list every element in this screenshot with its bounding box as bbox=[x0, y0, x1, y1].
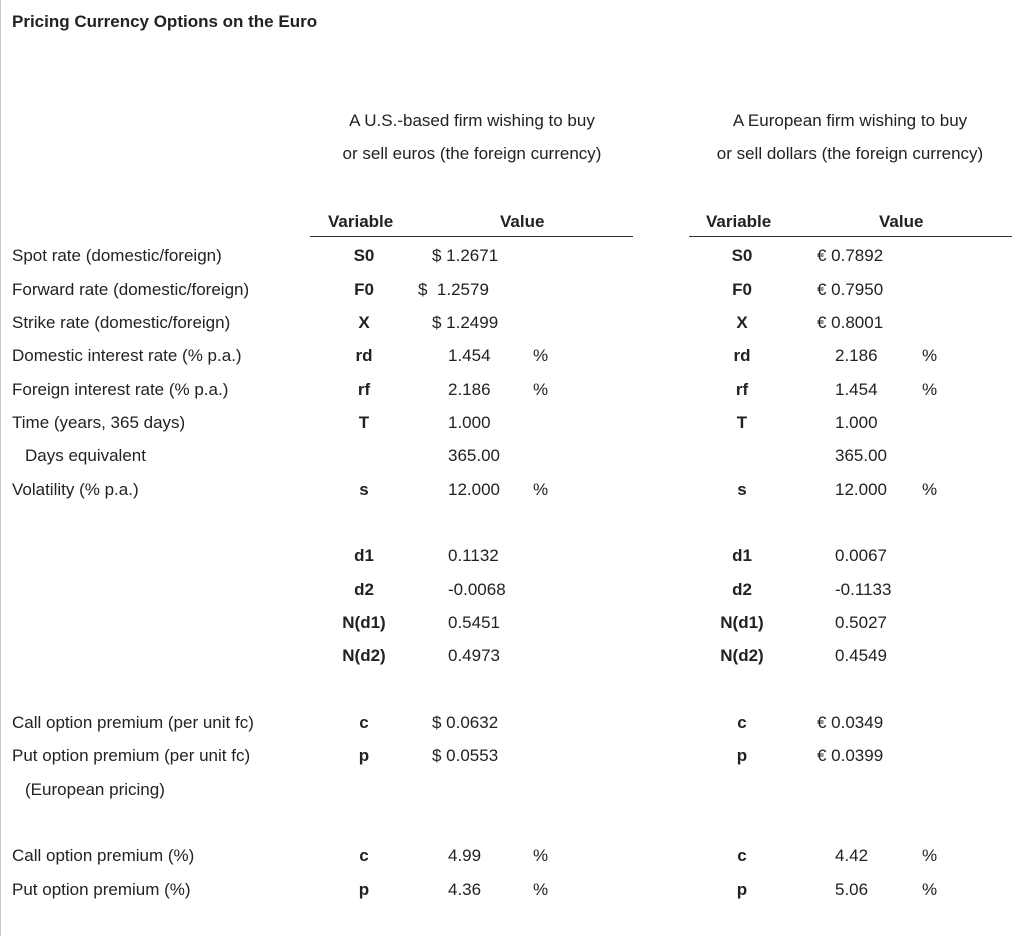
us-var-rf: rf bbox=[357, 380, 371, 399]
us-val-nd2: 0.4973 bbox=[448, 646, 500, 665]
eu-var-x: X bbox=[736, 313, 748, 332]
eu-val-d2: -0.1133 bbox=[835, 580, 892, 599]
us-var-c-pct: c bbox=[359, 846, 369, 865]
us-var-rd: rd bbox=[355, 346, 373, 365]
us-var-f0: F0 bbox=[354, 280, 374, 299]
eu-val-nd2: 0.4549 bbox=[835, 646, 887, 665]
eu-variable-header: Variable bbox=[706, 212, 772, 231]
eu-var-d2: d2 bbox=[732, 580, 752, 599]
row-label-put-premium-pct: Put option premium (%) bbox=[12, 880, 191, 899]
eu-var-nd2: N(d2) bbox=[720, 646, 764, 665]
eu-val-put: € 0.0399 bbox=[817, 746, 884, 765]
us-val-call-pct: 4.99 bbox=[448, 846, 482, 865]
page-title: Pricing Currency Options on the Euro bbox=[12, 12, 318, 31]
eu-val-vol: 12.000 bbox=[835, 480, 887, 499]
us-var-nd2: N(d2) bbox=[342, 646, 386, 665]
row-label-call-premium-pct: Call option premium (%) bbox=[12, 846, 195, 865]
eu-var-d1: d1 bbox=[732, 546, 752, 565]
us-val-put: $ 0.0553 bbox=[432, 746, 499, 765]
us-var-t: T bbox=[358, 413, 370, 432]
us-val-spot: $ 1.2671 bbox=[432, 246, 499, 265]
us-val-days: 365.00 bbox=[448, 446, 500, 465]
us-var-d2: d2 bbox=[354, 580, 374, 599]
eu-val-spot: € 0.7892 bbox=[817, 246, 884, 265]
row-label-foreign-rate: Foreign interest rate (% p.a.) bbox=[12, 380, 229, 399]
us-var-nd1: N(d1) bbox=[342, 613, 386, 632]
eu-var-f0: F0 bbox=[732, 280, 752, 299]
us-var-s: s bbox=[359, 480, 369, 499]
eu-val-rf: 1.454 bbox=[835, 380, 878, 399]
eu-val-days: 365.00 bbox=[835, 446, 887, 465]
eu-val-call: € 0.0349 bbox=[817, 713, 884, 732]
row-label-spot-rate: Spot rate (domestic/foreign) bbox=[12, 246, 222, 265]
eu-val-call-pct: 4.42 bbox=[835, 846, 869, 865]
eu-unit-rd: % bbox=[922, 346, 938, 365]
us-var-d1: d1 bbox=[354, 546, 374, 565]
eu-unit-vol: % bbox=[922, 480, 938, 499]
eu-var-p: p bbox=[736, 746, 748, 765]
eu-header-line2: or sell dollars (the foreign currency) bbox=[716, 144, 984, 163]
row-label-put-premium-unit: Put option premium (per unit fc) bbox=[12, 746, 251, 765]
us-unit-rd: % bbox=[533, 346, 549, 365]
eu-var-s0: S0 bbox=[731, 246, 753, 265]
eu-val-strike: € 0.8001 bbox=[817, 313, 884, 332]
us-val-rf: 2.186 bbox=[448, 380, 491, 399]
us-var-p-pct: p bbox=[358, 880, 370, 899]
us-unit-put-pct: % bbox=[533, 880, 549, 899]
eu-var-nd1: N(d1) bbox=[720, 613, 764, 632]
us-variable-header: Variable bbox=[328, 212, 394, 231]
eu-val-rd: 2.186 bbox=[835, 346, 878, 365]
row-label-call-premium-unit: Call option premium (per unit fc) bbox=[12, 713, 254, 732]
us-panel-header bbox=[318, 104, 626, 170]
row-label-volatility: Volatility (% p.a.) bbox=[12, 480, 139, 499]
us-unit-vol: % bbox=[533, 480, 549, 499]
eu-val-forward: € 0.7950 bbox=[817, 280, 884, 299]
eu-val-put-pct: 5.06 bbox=[835, 880, 869, 899]
eu-value-header: Value bbox=[879, 212, 924, 231]
eu-val-d1: 0.0067 bbox=[835, 546, 887, 565]
eu-panel-header bbox=[696, 104, 1004, 170]
eu-val-nd1: 0.5027 bbox=[835, 613, 887, 632]
eu-header-rule bbox=[689, 236, 1012, 237]
eu-val-t: 1.000 bbox=[835, 413, 878, 432]
eu-unit-put-pct: % bbox=[922, 880, 938, 899]
us-var-c: c bbox=[359, 713, 369, 732]
row-label-domestic-rate: Domestic interest rate (% p.a.) bbox=[12, 346, 242, 365]
us-unit-rf: % bbox=[533, 380, 549, 399]
us-var-s0: S0 bbox=[353, 246, 375, 265]
eu-var-s: s bbox=[737, 480, 747, 499]
us-val-d1: 0.1132 bbox=[448, 546, 499, 565]
us-val-nd1: 0.5451 bbox=[448, 613, 500, 632]
row-label-days-equivalent: Days equivalent bbox=[25, 446, 146, 465]
us-val-put-pct: 4.36 bbox=[448, 880, 482, 899]
eu-var-p-pct: p bbox=[736, 880, 748, 899]
us-var-x: X bbox=[358, 313, 370, 332]
us-val-d2: -0.0068 bbox=[448, 580, 506, 599]
eu-var-rd: rd bbox=[733, 346, 751, 365]
us-value-header: Value bbox=[500, 212, 545, 231]
row-label-strike-rate: Strike rate (domestic/foreign) bbox=[12, 313, 231, 332]
us-val-forward: $ 1.2579 bbox=[418, 280, 489, 299]
us-val-call: $ 0.0632 bbox=[432, 713, 499, 732]
us-header-line2: or sell euros (the foreign currency) bbox=[342, 144, 602, 163]
eu-var-rf: rf bbox=[735, 380, 749, 399]
us-val-rd: 1.454 bbox=[448, 346, 491, 365]
eu-unit-rf: % bbox=[922, 380, 938, 399]
eu-var-c: c bbox=[737, 713, 747, 732]
us-val-vol: 12.000 bbox=[448, 480, 500, 499]
eu-var-c-pct: c bbox=[737, 846, 747, 865]
row-label-forward-rate: Forward rate (domestic/foreign) bbox=[12, 280, 250, 299]
left-border bbox=[0, 0, 1, 936]
us-unit-call-pct: % bbox=[533, 846, 549, 865]
us-val-t: 1.000 bbox=[448, 413, 491, 432]
row-label-time: Time (years, 365 days) bbox=[12, 413, 186, 432]
eu-unit-call-pct: % bbox=[922, 846, 938, 865]
eu-var-t: T bbox=[736, 413, 748, 432]
row-label-european-pricing: (European pricing) bbox=[25, 780, 165, 799]
us-header-line1: A U.S.-based firm wishing to buy bbox=[349, 111, 595, 130]
us-var-p: p bbox=[358, 746, 370, 765]
us-header-rule bbox=[310, 236, 633, 237]
us-val-strike: $ 1.2499 bbox=[432, 313, 499, 332]
eu-header-line1: A European firm wishing to buy bbox=[732, 111, 968, 130]
